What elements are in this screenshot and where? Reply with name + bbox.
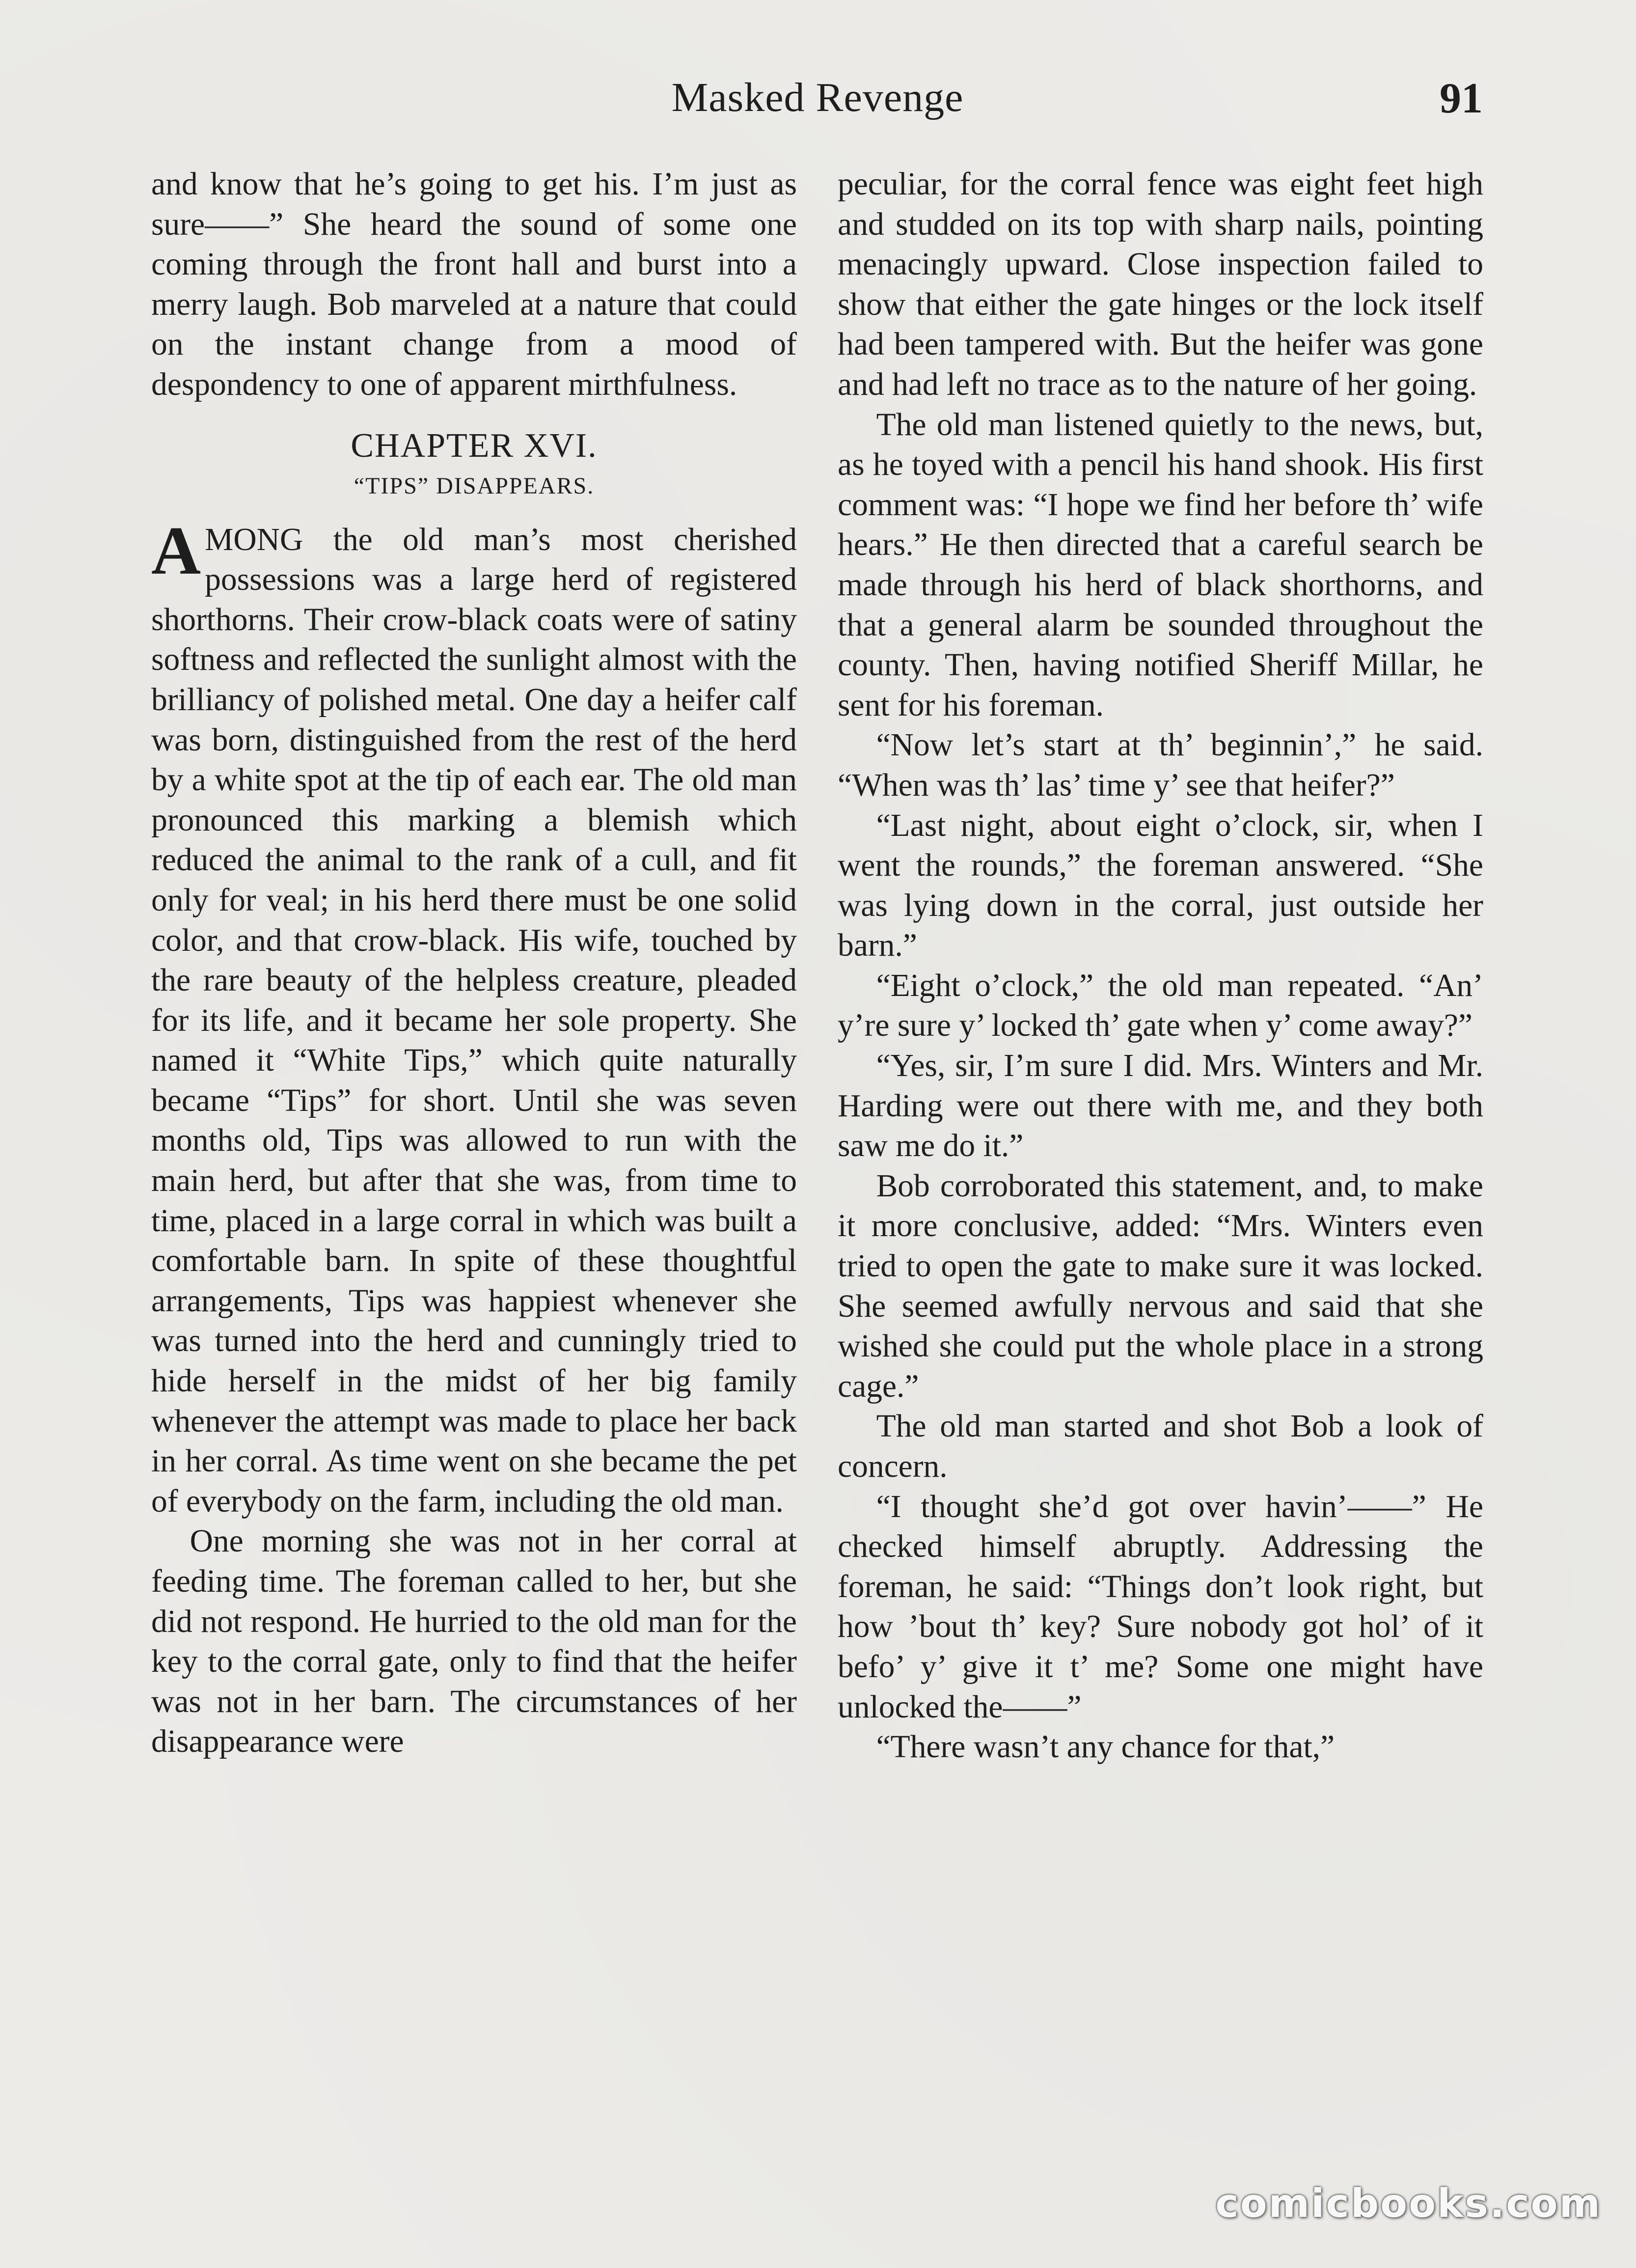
page-number: 91 bbox=[1440, 75, 1483, 122]
running-title: Masked Revenge bbox=[671, 75, 964, 120]
opening-word: MONG bbox=[205, 522, 303, 557]
left-column bbox=[151, 165, 797, 1762]
paragraph: “Last night, about eight o’clock, sir, when I went the rounds,” the foreman answered. “She was lying down in the corral, just outside her barn.” bbox=[838, 807, 1483, 964]
paragraph: “I thought she’d got over havin’——” He checked himself abruptly. Addressing the foreman, he said: “Things don’t look right, but how ’bout th’ key? Sure nobody got hol’ of it befo’ y’ give it t’ me? Some one might have unlocked the——” bbox=[838, 1489, 1483, 1725]
paragraph: “Eight o’clock,” the old man repeated. “An’ y’re sure y’ locked th’ gate when y’ come away?” bbox=[838, 968, 1483, 1044]
drop-cap: A bbox=[151, 512, 201, 589]
right-column bbox=[838, 165, 1483, 1768]
paragraph: “There wasn’t any chance for that,” bbox=[876, 1729, 1335, 1765]
opening-text: the old man’s most cherished possessions was a large herd of registered shorthorns. Their crow-black coats were of satiny softness and reflected the sunlight almost with the brilliancy of polished metal. One day a heifer calf was born, distinguished from the rest of the herd by a white spot at the tip of each ear. The old man pronounced this marking a blemish which reduced the animal to the rank of a cull, and fit only for veal; in his herd there must be one solid color, and that crow-black. His wife, touched by the rare beauty of the helpless creature, pleaded for its life, and it became her sole property. She named it “White Tips,” which quite naturally became “Tips” for short. Until she was seven months old, Tips was allowed to run with the main herd, but after that she was, from time to time, placed in a large corral in which was built a comfortable barn. In spite of these thoughtful arrangements, Tips was happiest whenever she was turned into the herd and cunningly tried to hide herself in the midst of her big family whenever the attempt was made to place her back in her corral. As time went on she became the pet of everybody on the farm, including the old man. bbox=[151, 522, 797, 1519]
chapter-heading: CHAPTER XVI. bbox=[351, 426, 598, 465]
watermark: comicbooks.com bbox=[1215, 2181, 1602, 2226]
paragraph: “Yes, sir, I’m sure I did. Mrs. Winters and Mr. Harding were out there with me, and they both saw me do it.” bbox=[838, 1048, 1483, 1164]
chapter-opening-paragraph bbox=[151, 512, 797, 1522]
paragraph: “Now let’s start at th’ beginnin’,” he said. “When was th’ las’ time y’ see that heifer?” bbox=[838, 727, 1483, 803]
paragraph: The old man started and shot Bob a look of concern. bbox=[838, 1409, 1483, 1484]
paragraph: Bob corroborated this statement, and, to make it more conclusive, added: “Mrs. Winters even tried to open the gate to make sure it was locked. She seemed awfully nervous and said that she wished she could put the whole place in a strong cage.” bbox=[838, 1168, 1483, 1404]
paragraph: The old man listened quietly to the news, but, as he toyed with a pencil his hand shook. His first comment was: “I hope we find her before th’ wife hears.” He then directed that a careful search be made through his herd of black shorthorns, and that a general alarm be sounded throughout the county. Then, having notified Sheriff Millar, he sent for his foreman. bbox=[838, 407, 1483, 723]
running-header bbox=[152, 74, 1483, 138]
paragraph: peculiar, for the corral fence was eight feet high and studded on its top with sharp nails, pointing menacingly upward. Close inspection failed to show that either the gate hinges or the lock itself had been tampered with. But the heifer was gone and had left no trace as to the nature of her going. bbox=[838, 166, 1483, 402]
paragraph: One morning she was not in her corral at feeding time. The foreman called to her, but she did not respond. He hurried to the old man for the key to the corral gate, only to find that the heifer was not in her barn. The circumstances of her disappearance were bbox=[151, 1523, 797, 1760]
chapter-subtitle: “TIPS” DISAPPEARS. bbox=[354, 472, 595, 499]
paragraph: and know that he’s going to get his. I’m just as sure——” She heard the sound of some one coming through the front hall and burst into a merry laugh. Bob marveled at a nature that could on the instant change from a mood of despondency to one of apparent mirthfulness. bbox=[151, 166, 797, 402]
